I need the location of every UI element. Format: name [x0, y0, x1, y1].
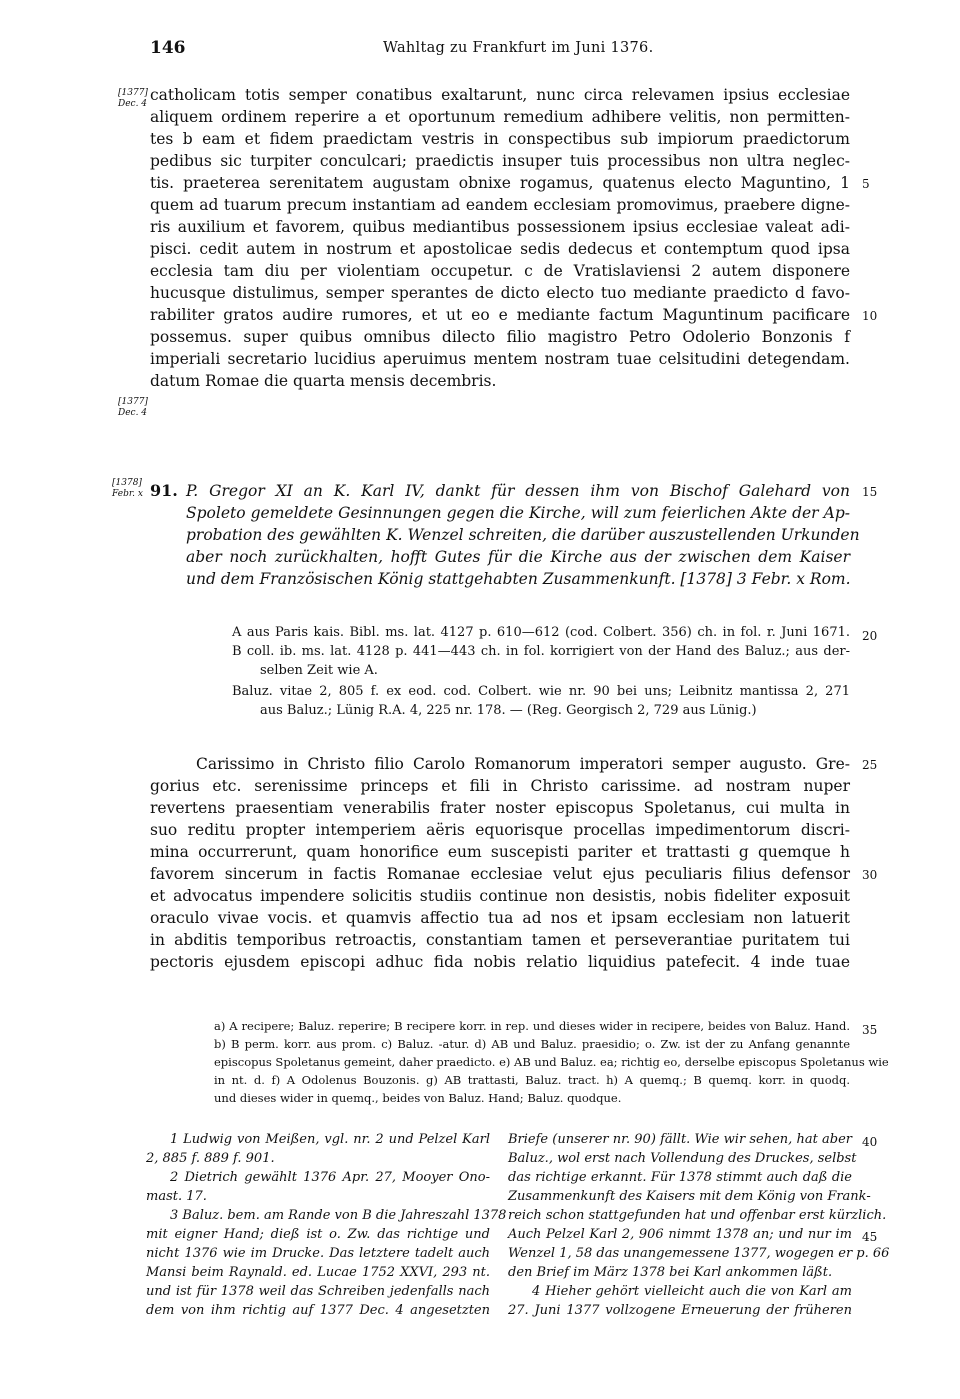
text-line: catholicam totis semper conatibus exaltarunt, nunc circa relevamen ipsius ecclesiae	[150, 86, 850, 104]
footnote-line: 4 Hieher gehört vielleicht auch die von Karl am	[532, 1284, 852, 1299]
regest-line: probation des gewählten K. Wenzel schreiten, die darüber auszustellenden Urkunden	[186, 526, 860, 544]
footnote-line: Mansi beim Raynald. ed. Lucae 1752 XXVI, 293 nt.	[146, 1265, 490, 1280]
footnote-line: Auch Pelzel Karl 2, 906 nimmt 1378 an; und nur im	[508, 1227, 852, 1242]
variant-line: in nt. d. f) A Odolenus Bouzonis. g) AB trattasti, Baluz. tract. h) A quemq.; B quemq. korr. in quodq.	[214, 1073, 850, 1087]
text-line: in abditis temporibus retroactis, constantiam tamen et perseverantiae puritatem tui	[150, 931, 850, 949]
margin-date-year: [1377]	[118, 88, 148, 98]
text-line: datum Romae die quarta mensis decembris.	[150, 372, 497, 390]
footnote-line: Zusammenkunft des Kaisers mit dem König von Frank-	[508, 1189, 871, 1204]
text-line: suo reditu propter intemperiem aëris equorisque procellas impedimentorum discri-	[150, 821, 850, 839]
text-line: quem ad tuarum precum instantiam ad eandem ecclesiam promovimus, praebere digne-	[150, 196, 850, 214]
footnote-line: 2, 885 f. 889 f. 901.	[146, 1151, 275, 1166]
footnote-line: 1 Ludwig von Meißen, vgl. nr. 2 und Pelzel Karl	[170, 1132, 490, 1147]
source-line: A aus Paris kais. Bibl. ms. lat. 4127 p. 610—612 (cod. Colbert. 356) ch. in fol. r. Juni 1671.	[232, 625, 850, 640]
source-line: Baluz. vitae 2, 805 f. ex eod. cod. Colbert. wie nr. 90 bei uns; Leibnitz mantissa 2, 271	[232, 684, 850, 699]
regest-line: und dem Französischen König stattgehabten Zusammenkunft. [1378] 3 Febr. x Rom.	[186, 570, 851, 588]
margin-date-year: [1378]	[112, 478, 142, 488]
footnote-line: mit eigner Hand; dieß ist o. Zw. das richtige und	[146, 1227, 490, 1242]
regest-line: Spoleto gemeldete Gesinnungen gegen die Kirche, will zum feierlichen Akte der Ap-	[186, 504, 850, 522]
text-line: tis. praeterea serenitatem augustam obnixe rogamus, quatenus electo Maguntino, 1	[150, 174, 850, 192]
text-line: favorem sincerum in factis Romanae ecclesiae velut ejus peculiaris filius defensor	[150, 865, 850, 883]
margin-date-day: Dec. 4	[118, 408, 148, 418]
footnote-line: Baluz., wol erst nach Vollendung des Druckes, selbst	[508, 1151, 857, 1166]
line-number: 40	[862, 1135, 878, 1149]
margin-date-day: Febr. x	[112, 489, 143, 499]
margin-date-day: Dec. 4	[118, 99, 148, 109]
text-line: Carissimo in Christo filio Carolo Romanorum imperatori semper augusto. Gre-	[196, 755, 850, 773]
running-title: Wahltag zu Frankfurt im Juni 1376.	[383, 40, 654, 56]
line-number: 45	[862, 1230, 878, 1244]
text-line: hucusque distulimus, semper sperantes de dicto electo tuo mediante praedicto d favo-	[150, 284, 850, 302]
footnote-line: dem von ihm richtig auf 1377 Dec. 4 angesetzten	[146, 1303, 490, 1318]
source-line: selben Zeit wie A.	[260, 663, 378, 678]
line-number: 30	[862, 868, 878, 882]
text-line: pectoris ejusdem episcopi adhuc fida nobis relatio liquidius patefecit. 4 inde tuae	[150, 953, 850, 971]
footnote-line: den Brief im März 1378 bei Karl ankommen läßt.	[508, 1265, 833, 1280]
footnote-line: Briefe (unserer nr. 90) fällt. Wie wir sehen, hat aber	[508, 1132, 852, 1147]
text-line: gorius etc. serenissime princeps et fili in Christo carissime. ad nostram nuper	[150, 777, 850, 795]
source-line: B coll. ib. ms. lat. 4128 p. 441—443 ch. in fol. korrigiert von der Hand des Baluz.; aus der-	[232, 644, 850, 659]
footnotes-left-column	[146, 1130, 507, 1320]
variant-line: b) B perm. korr. aus prom. c) Baluz. -atur. d) AB und Baluz. praesidio; o. Zw. ist der zu Anfang genannte	[214, 1037, 850, 1051]
footnote-line: 2 Dietrich gewählt 1376 Apr. 27, Mooyer Ono-	[170, 1170, 490, 1185]
variant-line: und dieses wider in quemq., beides von Baluz. Hand; Baluz. quodque.	[214, 1091, 622, 1105]
text-line: revertens praesentiam venerabilis frater noster episcopus Spoletanus, cui multa in	[150, 799, 850, 817]
text-line: oraculo vivae vocis. et quamvis affectio tua ad nos et ipsam ecclesiam non latuerit	[150, 909, 850, 927]
line-number: 5	[862, 177, 870, 191]
footnote-line: Wenzel 1, 58 das unangemessene 1377, wogegen er p. 66	[508, 1246, 890, 1261]
text-line: et advocatus impendere solicitis studiis continue non desistis, nobis fideliter exposuit	[150, 887, 850, 905]
regest-line: P. Gregor XI an K. Karl IV, dankt für dessen ihm von Bischof Galehard von	[186, 482, 850, 500]
footnote-line: und ist für 1378 weil das Schreiben jedenfalls nach	[146, 1284, 490, 1299]
line-number: 20	[862, 629, 878, 643]
line-number: 25	[862, 758, 878, 772]
footnote-line: 3 Baluz. bem. am Rande von B die Jahreszahl 1378	[170, 1208, 507, 1223]
text-line: pisci. cedit autem in nostrum et apostolicae sedis dedecus et contemptum quod ipsa	[150, 240, 850, 258]
line-number: 10	[862, 309, 878, 323]
text-line: aliquem ordinem reperire a et oportunum remedium adhibere velitis, non permitten-	[150, 108, 850, 126]
source-line: aus Baluz.; Lünig R.A. 4, 225 nr. 178. — (Reg. Georgisch 2, 729 aus Lünig.)	[260, 703, 757, 718]
text-line: rabiliter gratos audire rumores, et ut eo e mediante factum Maguntinum pacificare	[150, 306, 850, 324]
footnote-line: 27. Juni 1377 vollzogene Erneuerung der früheren	[508, 1303, 852, 1318]
text-line: possemus. super quibus omnibus dilecto filio magistro Petro Odolerio Bonzonis f	[150, 328, 850, 346]
text-line: pedibus sic turpiter conculcari; praedictis insuper tuis processibus non ultra neglec-	[150, 152, 850, 170]
margin-date-year: [1377]	[118, 397, 148, 407]
footnote-line: das richtige erkannt. Für 1378 stimmt auch daß die	[508, 1170, 852, 1185]
footnote-line: mast. 17.	[146, 1189, 207, 1204]
footnote-line: nicht 1376 wie im Drucke. Das letztere tadelt auch	[146, 1246, 490, 1261]
regest-line: aber noch zurückhalten, hofft Gutes für die Kirche aus der zwischen dem Kaiser	[186, 548, 850, 566]
text-line: ris auxilium et favorem, quibus mediantibus possessionem ipsius ecclesiae valeat adi-	[150, 218, 850, 236]
text-line: imperiali secretario lucidius aperuimus mentem nostram tuae celsitudini detegendam.	[150, 350, 850, 368]
line-number: 15	[862, 485, 878, 499]
line-number: 35	[862, 1023, 878, 1037]
variant-line: a) A recipere; Baluz. reperire; B recipere korr. in rep. und dieses wider in recipere, beides von Baluz. Hand.	[214, 1019, 850, 1033]
footnote-line: reich schon stattgefunden hat und offenbar erst kürzlich.	[508, 1208, 887, 1223]
running-header	[150, 38, 850, 58]
document-number: 91.	[150, 481, 178, 500]
text-line: mina occurrerunt, quam honorifice eum suscepisti pariter et trattasti g quemque h	[150, 843, 850, 861]
variant-line: episcopus Spoletanus gemeint, daher praedicto. e) AB und Baluz. ea; richtig eo, derselbe episcopus Spoletanus wie	[214, 1055, 889, 1069]
text-line: tes b eam et fidem praedictam vestris in conspectibus sub impiorum praedictorum	[150, 130, 850, 148]
text-line: ecclesia tam diu per violentiam occupetur. c de Vratislaviensi 2 autem disponere	[150, 262, 850, 280]
page-number: 146	[150, 38, 186, 58]
